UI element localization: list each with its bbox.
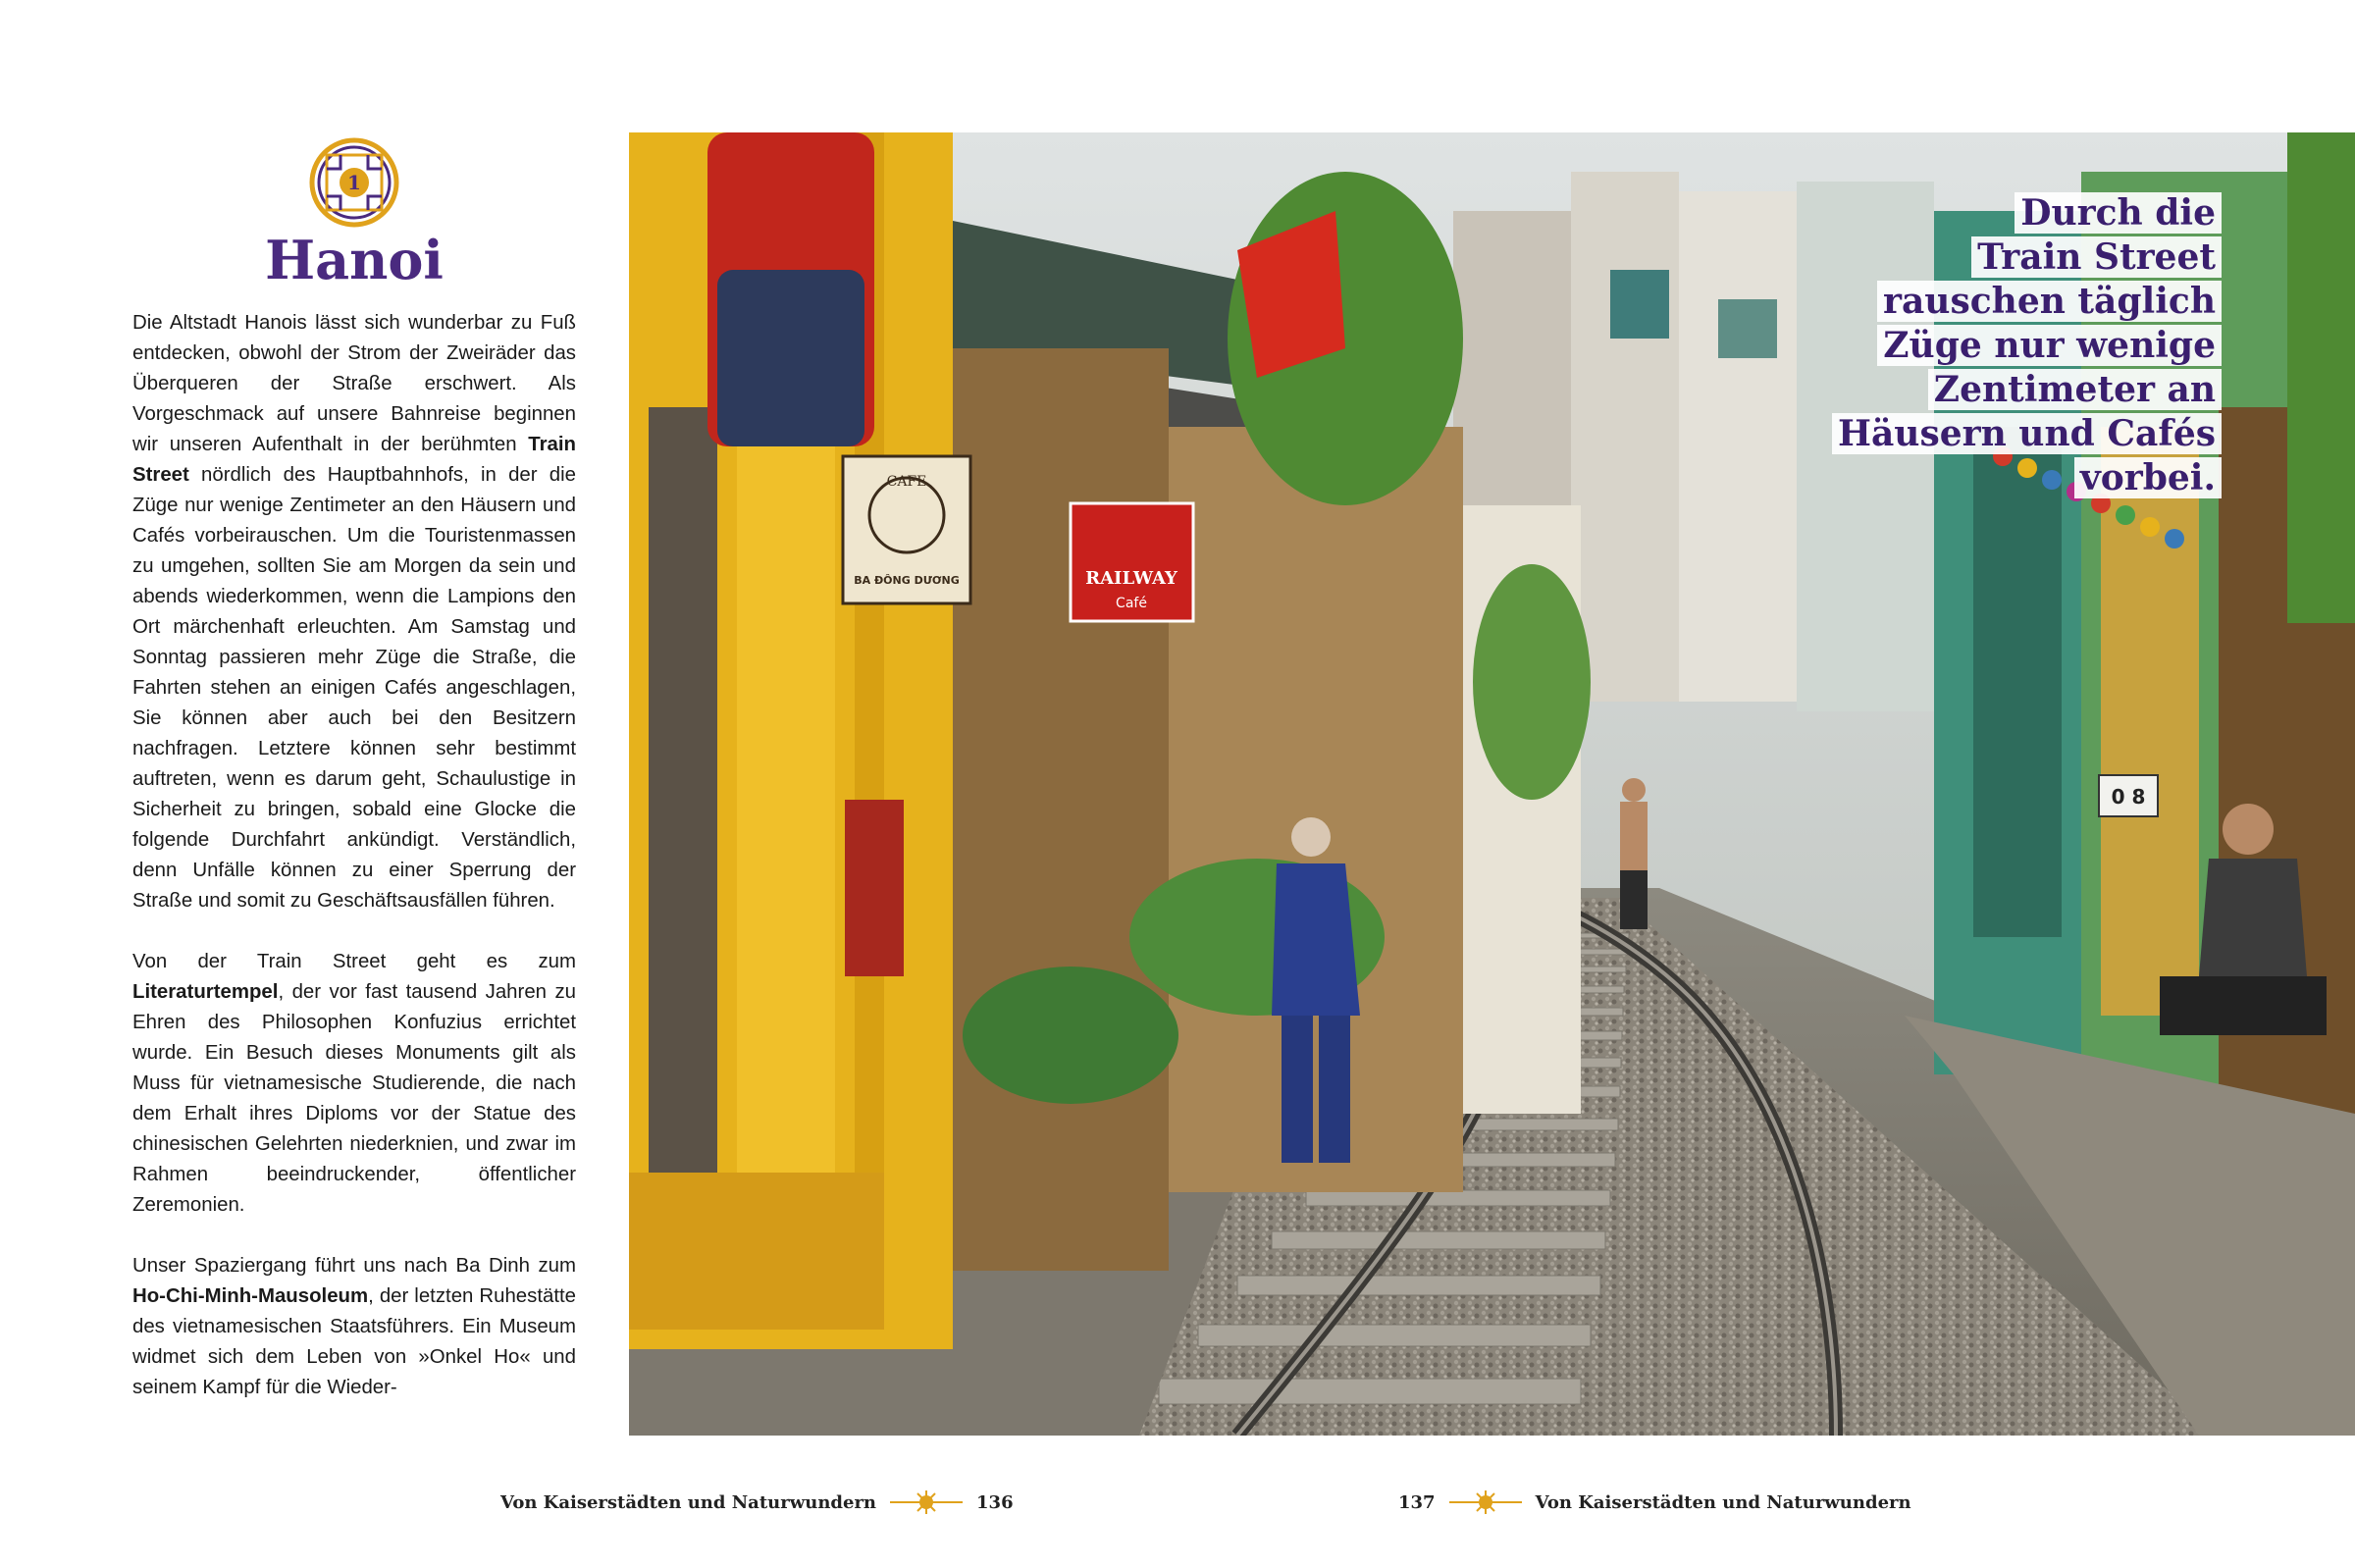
quote-line: Durch die [2015,192,2222,234]
page-number-right: 137 [1398,1491,1436,1513]
cafe-sign-sub: BA ĐÔNG DƯƠNG [854,574,960,587]
quote-line: vorbei. [2074,457,2222,498]
running-title-right: Von Kaiserstädten und Naturwundern [1535,1491,1911,1513]
paragraph-mausoleum: Unser Spaziergang führt uns nach Ba Dinh zum Ho-Chi-Minh-Mausoleum, der letzten Ruhestätte des vietnamesischen Staatsführers. Ein Museum widmet sich dem Leben von »Onkel Ho« und seinem Kampf für die Wieder- [132,1255,576,1398]
cafe-sign-label: CAFE [886,474,927,490]
page-number-left: 136 [976,1491,1014,1513]
paragraph-train-street: Die Altstadt Hanois lässt sich wunderbar zu Fuß entdecken, obwohl der Strom der Zweiräder das Überqueren der Straße erschwert. Als Vorgeschmack auf unsere Bahnreise beginnen wir unseren Aufenthalt in der berühmten Train Street nördlich des Hauptbahnhofs, in der die Züge nur wenige Zentimeter an den Häusern und Cafés vorbeirauschen. Um die Touristenmassen zu umgehen, sollten Sie am Morgen da sein und abends wiederkommen, wenn die Lampions den Ort märchenhaft erleuchten. Am Samstag und Sonntag passieren mehr Züge die Straße, die Fahrten stehen an einigen Cafés angeschlagen, Sie können aber auch bei den Besitzern nachfragen. Letztere können sehr bestimmt auftreten, wenn es darum geht, Schaulustige in Sicherheit zu bringen, sobald eine Glocke die folgende Durchfahrt ankündigt. Verständlich, denn Unfälle können zu einer Sperrung der Straße und somit zu Geschäftsausfällen führen. [132,312,576,912]
sun-ornament-icon [1449,1490,1522,1514]
highlight-mausoleum: Ho-Chi-Minh-Mausoleum [132,1285,369,1307]
number-sign: 0 8 [2111,785,2146,809]
highlight-train-street: Train Street [132,434,576,486]
quote-line: Häusern und Cafés [1832,413,2222,454]
footer-left [500,1488,1014,1517]
quote-line: Zentimeter an [1928,369,2222,410]
quote-line: rauschen täglich [1877,281,2222,322]
pull-quote [1672,191,2222,500]
body-text [132,308,576,1403]
highlight-literaturtempel: Literaturtempel [132,981,279,1003]
sun-ornament-icon [890,1490,963,1514]
railway-sign-label: RAILWAY [1085,568,1178,589]
quote-line: Züge nur wenige [1877,325,2222,366]
quote-line: Train Street [1971,236,2222,278]
chapter-title: Hanoi [265,229,444,291]
railway-sign-sub: Café [1116,596,1147,611]
footer-right [1398,1488,1911,1517]
chapter-number: 1 [347,171,361,194]
paragraph-literaturtempel: Von der Train Street geht es zum Literaturtempel, der vor fast tausend Jahren zu Ehren des Philosophen Konfuzius errichtet wurde. Ein Besuch dieses Monuments gilt als Muss für vietnamesische Studierende, die nach dem Erhalt ihres Diploms vor der Statue des chinesischen Gelehrten niederknien, und zwar im Rahmen beeindruckender, öffentlicher Zeremonien. [132,951,576,1216]
running-title-left: Von Kaiserstädten und Naturwundern [500,1491,877,1513]
chapter-number-emblem [309,137,399,228]
